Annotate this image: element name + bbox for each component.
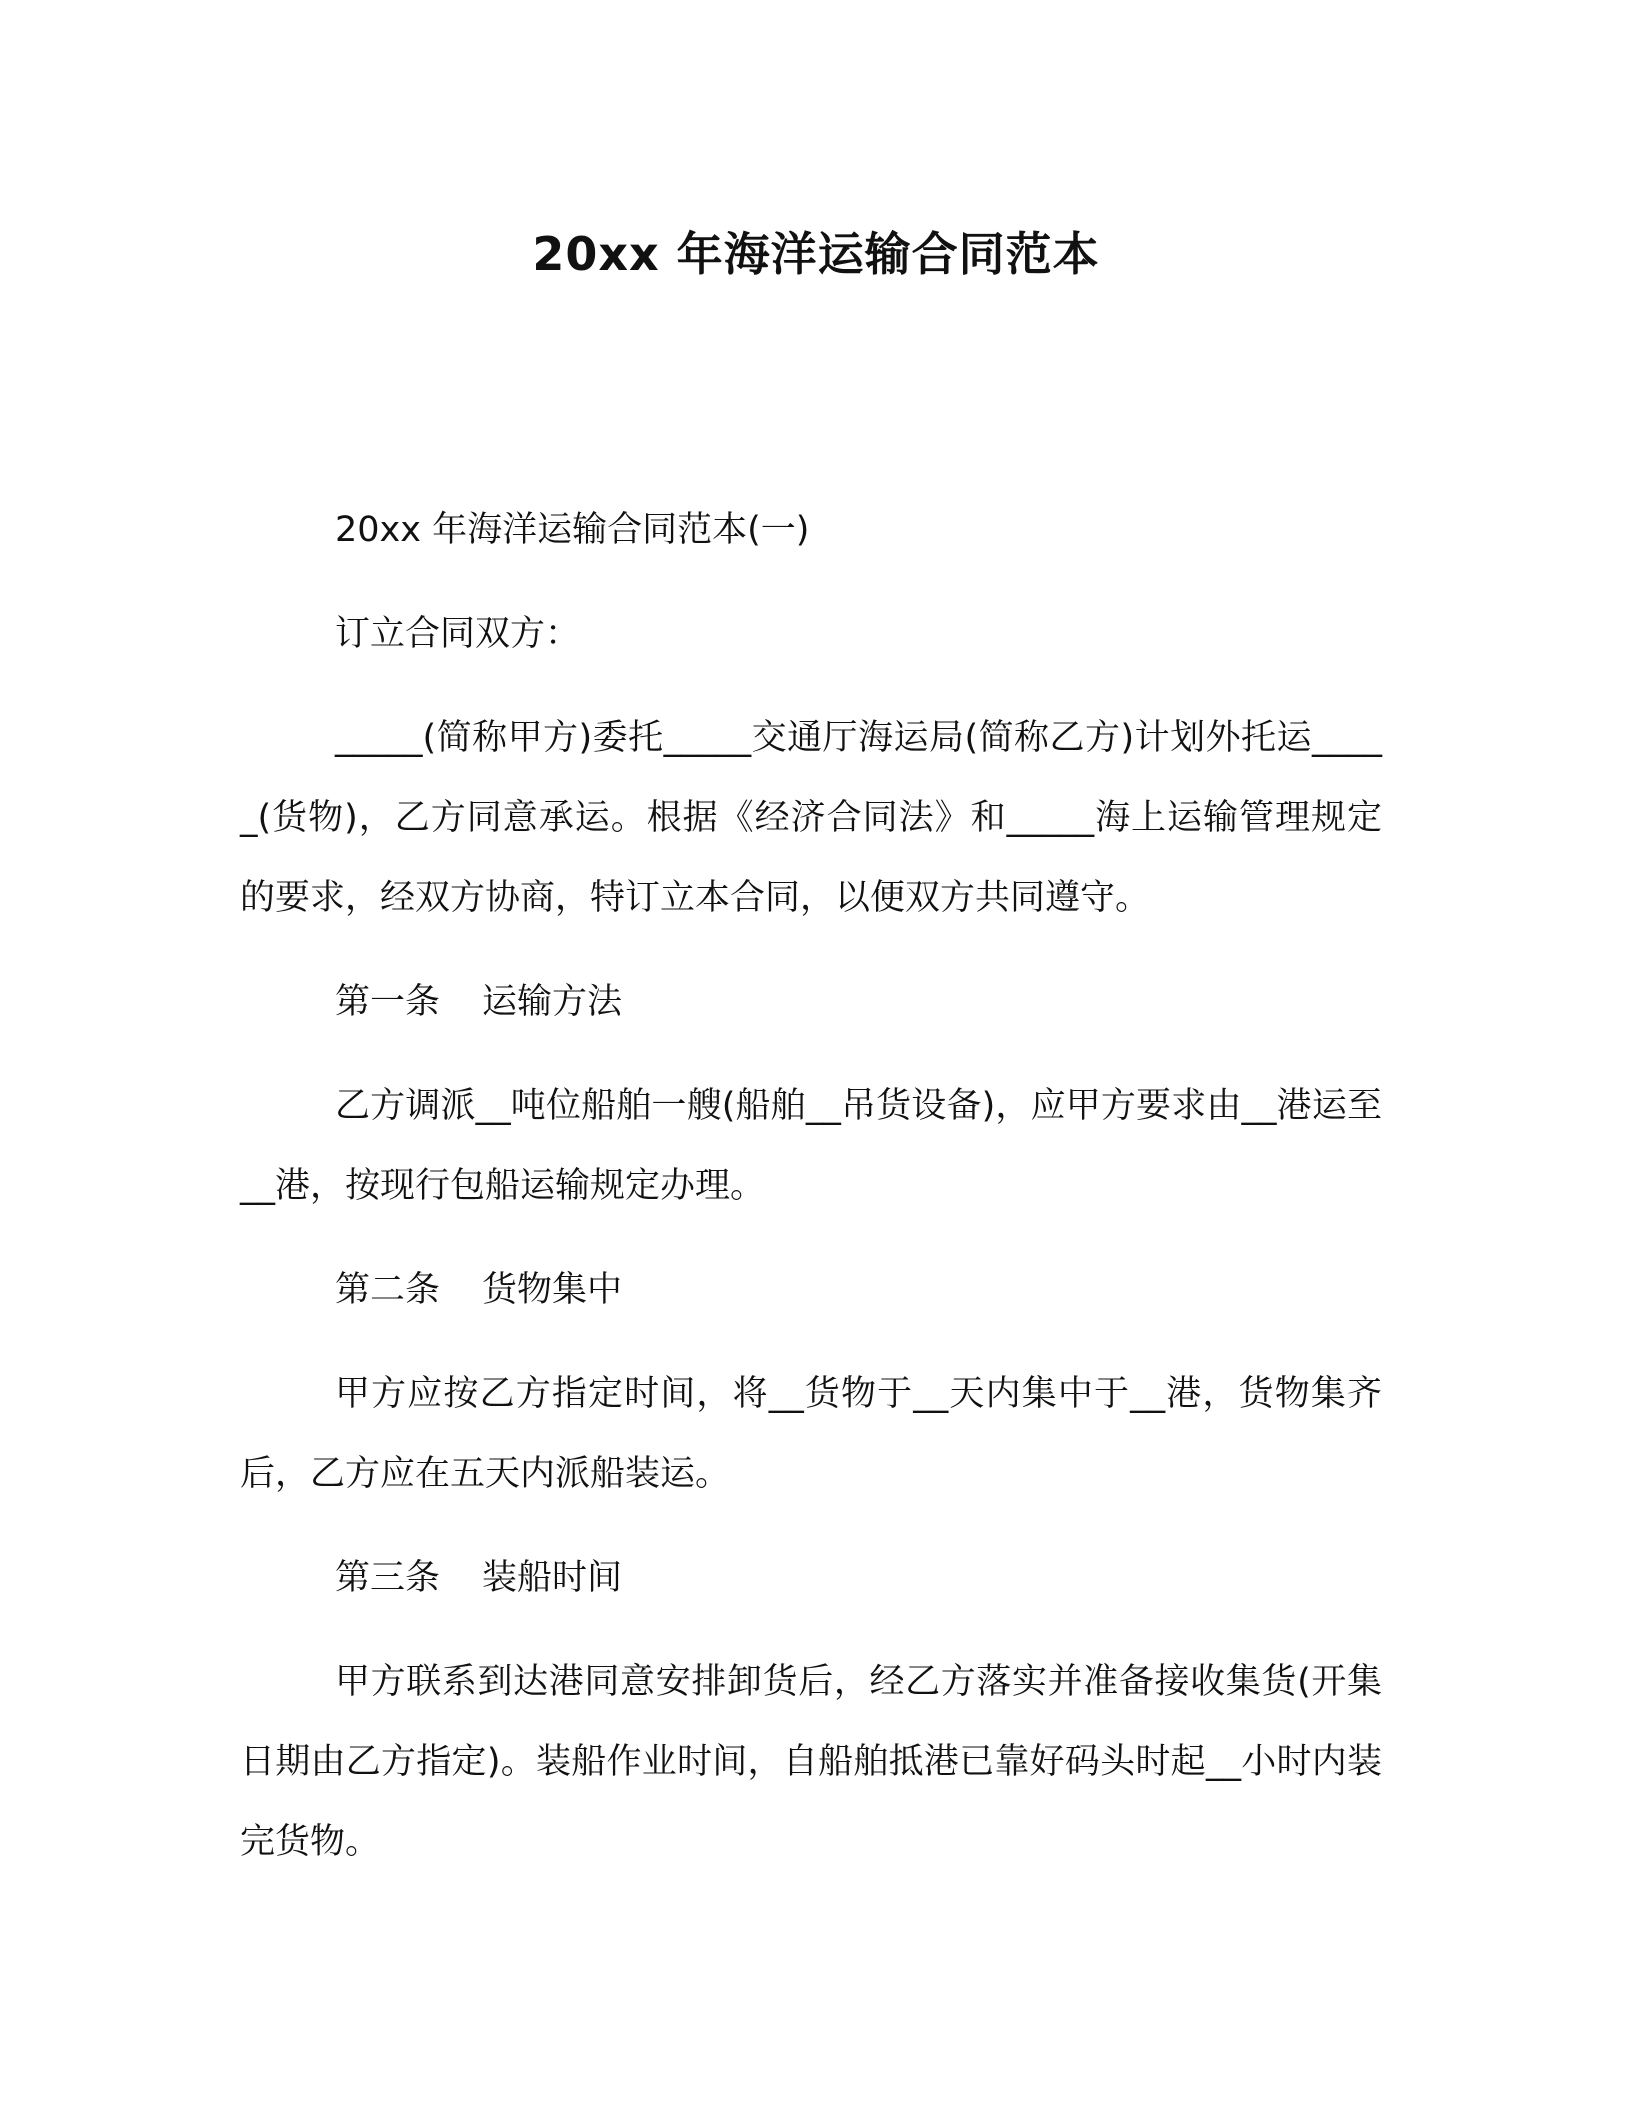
document-body [240,490,1382,1906]
document-title: 20xx 年海洋运输合同范本 [532,227,1100,281]
intro-paragraph: _____(简称甲方)委托_____交通厅海运局(简称乙方)计划外托运_____(货物)，乙方同意承运。根据《经济合同法》和_____海上运输管理规定的要求，经双方协商，特订立本合同，以便双方共同遵守。 [240,718,1382,918]
article-title: 运输方法 [482,982,623,1022]
article-heading [240,1538,1382,1618]
article-number: 第二条 [335,1270,441,1310]
article-heading [240,962,1382,1042]
article-title: 货物集中 [482,1270,623,1310]
parties-label: 订立合同双方： [335,614,581,654]
article-paragraph: 乙方调派__吨位船舶一艘(船舶__吊货设备)，应甲方要求由__港运至__港，按现行包船运输规定办理。 [240,1086,1382,1206]
contract-subtitle: 20xx 年海洋运输合同范本(一) [335,510,810,550]
article-title: 装船时间 [482,1558,623,1598]
article-heading [240,1250,1382,1330]
article-paragraph: 甲方联系到达港同意安排卸货后，经乙方落实并准备接收集货(开集日期由乙方指定)。装船作业时间，自船舶抵港已靠好码头时起__小时内装完货物。 [240,1662,1382,1862]
article-number: 第一条 [335,982,441,1022]
article-paragraph: 甲方应按乙方指定时间，将__货物于__天内集中于__港，货物集齐后，乙方应在五天内派船装运。 [240,1374,1382,1494]
article-number: 第三条 [335,1558,441,1598]
